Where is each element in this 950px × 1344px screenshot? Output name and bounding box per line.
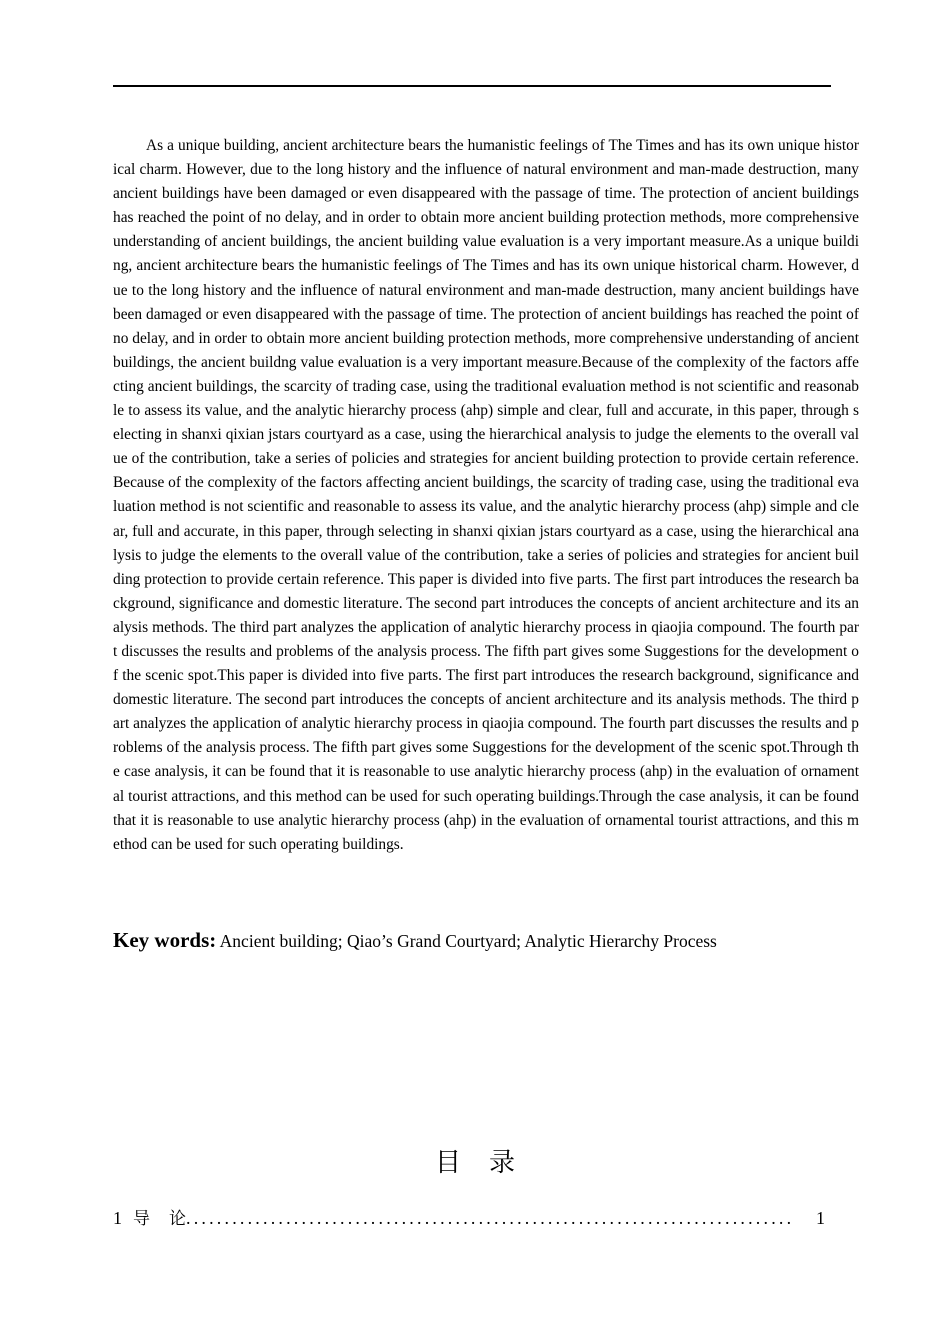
toc-entry-number: 1 — [113, 1208, 122, 1228]
toc-entry-leader: ............................................................................... — [186, 1208, 795, 1228]
abstract-text: As a unique building, ancient architecture bears the humanistic feelings of The Times and has its own unique historical charm. However, due to the long history and the influence of natural environment and man-made destruction, many ancient buildings have been damaged or even disappeared with the passage of time. The protection of ancient buildings has reached the point of no delay, and in order to obtain more ancient building protection methods, more comprehensive understanding of ancient buildings, the ancient building value evaluation is a very important measure.As a unique building, ancient architecture bears the humanistic feelings of The Times and has its own unique historical charm. However, due to the long history and the influence of natural environment and man-made destruction, many ancient buildings have been damaged or even disappeared with the passage of time. The protection of ancient buildings has reached the point of no delay, and in order to obtain more ancient building protection methods, more comprehensive understanding of ancient buildings, the ancient buildng value evaluation is a very important measure.Because of the complexity of the factors affecting ancient buildings, the scarcity of trading case, using the traditional evaluation method is not scientific and reasonable to assess its value, and the analytic hierarchy process (ahp) simple and clear, full and accurate, in this paper, through selecting in shanxi qixian jstars courtyard as a case, using the hierarchical analysis to judge the elements to the overall value of the contribution, take a series of policies and strategies for ancient building protection to provide certain reference.Because of the complexity of the factors affecting ancient buildings, the scarcity of trading case, using the traditional evaluation method is not scientific and reasonable to assess its value, and the analytic hierarchy process (ahp) simple and clear, full and accurate, in this paper, through selecting in shanxi qixian jstars courtyard as a case, using the hierarchical analysis to judge the elements to the overall value of the contribution, take a series of policies and strategies for ancient building protection to provide certain reference. This paper is divided into five parts. The first part introduces the research background, significance and domestic literature. The second part introduces the concepts of ancient architecture and its analysis methods. The third part analyzes the application of analytic hierarchy process in qiaojia compound. The fourth part discusses the results and problems of the analysis process. The fifth part gives some Suggestions for the development of the scenic spot.This paper is divided into five parts. The first part introduces the research background, significance and domestic literature. The second part introduces the concepts of ancient architecture and its analysis methods. The third part analyzes the application of analytic hierarchy process in qiaojia compound. The fourth part discusses the results and problems of the analysis process. The fifth part gives some Suggestions for the development of the scenic spot.Through the case analysis, it can be found that it is reasonable to use analytic hierarchy process (ahp) in the evaluation of ornamental tourist attractions, and this method can be used for such operating buildings.Through the case analysis, it can be found that it is reasonable to use analytic hierarchy process (ahp) in the evaluation of ornamental tourist attractions, and this method can be used for such operating buildings. — [113, 137, 859, 853]
keywords-label: Key words: — [113, 928, 217, 952]
keywords-line — [113, 926, 859, 955]
toc-title: 目录 — [434, 1148, 543, 1178]
keywords-value: Ancient building; Qiao’s Grand Courtyard; Analytic Hierarchy Process — [219, 931, 717, 951]
abstract-paragraph — [113, 134, 859, 857]
toc-entry-page: 1 — [816, 1208, 825, 1228]
toc-entry-label: 导论 — [133, 1209, 205, 1229]
header-rule — [113, 85, 831, 87]
toc-entry[interactable] — [113, 1205, 825, 1231]
